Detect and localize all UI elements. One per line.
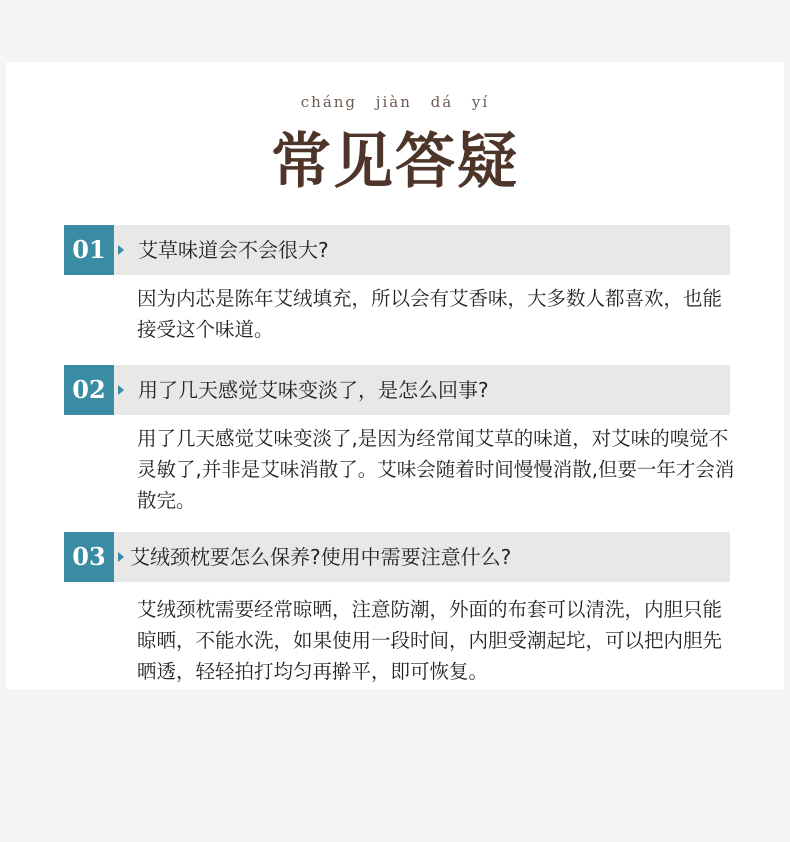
triangle-arrow-icon [118, 385, 124, 395]
question-text: 艾绒颈枕要怎么保养?使用中需要注意什么? [130, 545, 512, 569]
answer-text: 因为内芯是陈年艾绒填充，所以会有艾香味，大多数人都喜欢，也能接受这个味道。 [137, 287, 723, 341]
faq-item [64, 532, 730, 687]
answer-text: 用了几天感觉艾味变淡了,是因为经常闻艾草的味道，对艾味的嗅觉不灵敏了,并非是艾味消散了。艾味会随着时间慢慢消散,但要一年才会消散完。 [137, 427, 735, 512]
question-text: 艾草味道会不会很大? [138, 238, 329, 262]
faq-item [64, 365, 735, 516]
triangle-arrow-icon [118, 245, 124, 255]
page-title: 常见答疑 [271, 127, 519, 197]
question-number: 02 [64, 365, 114, 415]
question-bar [64, 225, 730, 275]
faq-item [64, 225, 730, 345]
question-number: 01 [64, 225, 114, 275]
question-number: 03 [64, 532, 114, 582]
question-bar [64, 365, 730, 415]
triangle-arrow-icon [118, 552, 124, 562]
question-text: 用了几天感觉艾味变淡了，是怎么回事? [138, 378, 489, 402]
answer-text: 艾绒颈枕需要经常晾晒，注意防潮，外面的布套可以清洗，内胆只能晾晒，不能水洗，如果使用一段时间，内胆受潮起坨，可以把内胆先晒透，轻轻拍打均匀再擀平，即可恢复。 [137, 598, 723, 683]
title-pinyin: cháng jiàn dá yí [300, 93, 490, 111]
question-bar [64, 532, 730, 582]
